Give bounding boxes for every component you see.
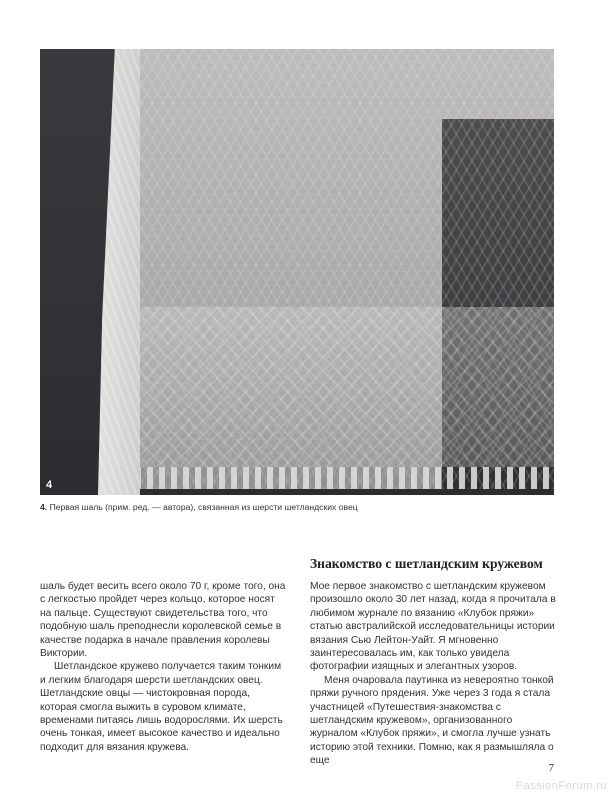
paragraph: Мое первое знакомство с шетландским кружевом произошло около 30 лет назад, когда я прочитала в любимом журнале по вязанию «Клубок пряжи» статью австралийской исследовательницы истории вязания Сью Лейтон-Уайт. Я мгновенно заинтересовалась им, как только увидела фотографии изящных и элегантных узоров. [310,581,556,673]
watermark: PassionForum.ru [515,780,607,792]
figure-number: 4 [46,479,53,491]
left-column [40,580,288,754]
lace-scalloped-edge [135,467,554,489]
right-column [310,580,558,768]
lace-hanging-edge [98,49,140,495]
paragraph: Шетландское кружево получается таким тонким и легким благодаря шерсти шетландских овец. Шетландские овцы — чистокровная порода, которая смогла выжить в суровом климате, временами питаясь лишь водорослями. Их шерсть очень тонкая, имеет высокое качество и идеально подходит для вязания кружева. [40,661,283,753]
paragraph: шаль будет весить всего около 70 г, кроме того, она с легкостью пройдет через кольцо, которое носят на пальце. Существуют свидетельства того, что подобную шаль преподнесли королевской семье в качестве подарка в начале правления королевы Виктории. [40,581,286,660]
page-number: 7 [548,762,554,774]
shawl-photo [40,49,554,495]
figure-caption [40,502,554,512]
paragraph: Меня очаровала паутинка из невероятно тонкой пряжи ручного прядения. Уже через 3 года я стала участницей «Путешествия-знакомства с шетландским кружевом», организованного журналом «Клубок пряжи», и смогла лучше узнать историю этой техники. Помню, как я размышляла о еще [310,674,554,767]
section-heading: Знакомство с шетландским кружевом [310,556,543,571]
caption-number: 4. [40,502,48,512]
lace-border-band [135,307,554,467]
caption-text: Первая шаль (прим. ред. — автора), связанная из шерсти шетландских овец [49,502,358,512]
